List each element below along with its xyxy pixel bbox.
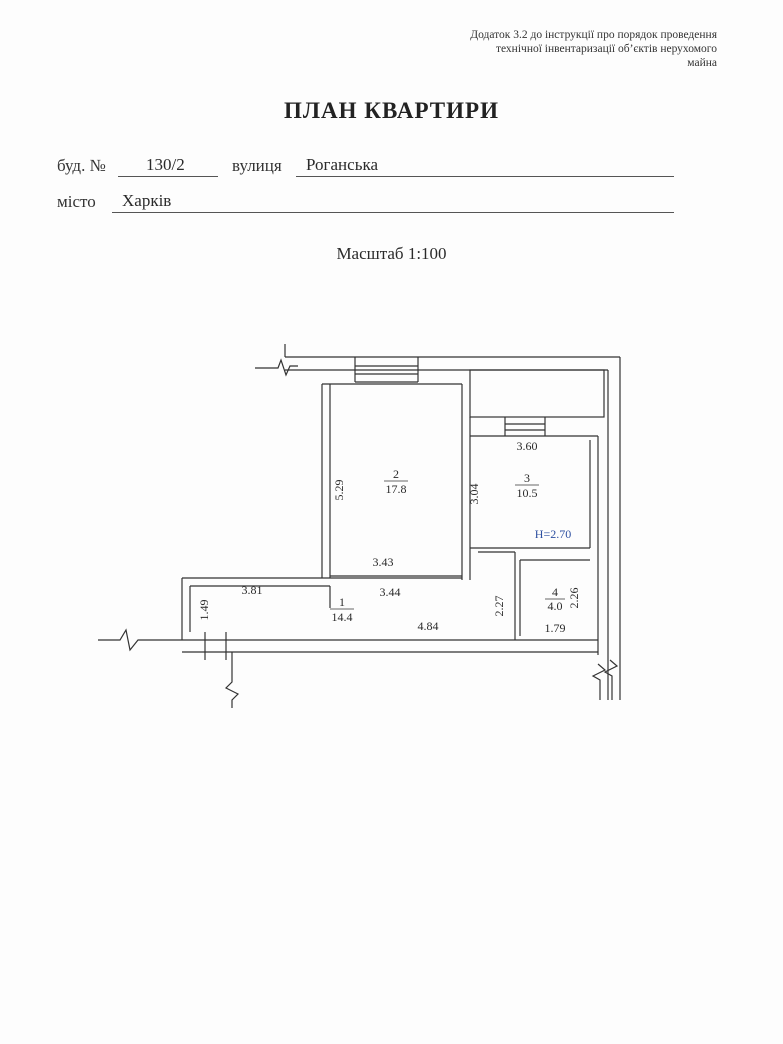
city-value: Харків: [122, 191, 172, 210]
dim-room4-width: 1.79: [544, 621, 566, 635]
building-label: буд. №: [57, 156, 106, 175]
plan-dimensions: [197, 439, 581, 635]
scale-label: Масштаб 1:100: [336, 244, 447, 263]
room-4-area: 4.0: [547, 599, 563, 613]
room-2-number: 2: [393, 467, 399, 481]
regulation-note-line1: Додаток 3.2 до інструкції про порядок проведення: [470, 29, 717, 41]
regulation-note-line2: технічної інвентаризації об’єктів нерухомого: [495, 43, 717, 55]
room-3-area: 10.5: [516, 486, 538, 500]
dim-hall-left-width: 3.81: [241, 583, 263, 597]
dim-room2-width: 3.43: [372, 555, 394, 569]
room-1-area: 14.4: [331, 610, 353, 624]
dim-corridor-height: 2.27: [492, 595, 506, 617]
dim-hall-mid-width: 3.44: [379, 585, 401, 599]
room-3-number: 3: [524, 471, 530, 485]
room-2-area: 17.8: [385, 482, 407, 496]
room-1-number: 1: [339, 595, 345, 609]
building-number-value: 130/2: [146, 155, 185, 174]
dim-room4-height: 2.26: [567, 587, 581, 609]
dim-room3-height: 3.04: [467, 483, 481, 505]
street-label: вулиця: [232, 156, 282, 175]
street-value: Роганська: [306, 155, 378, 174]
dim-room2-height: 5.29: [332, 479, 346, 501]
dim-hall-left-height: 1.49: [197, 599, 211, 621]
plan-rooms: [330, 467, 565, 624]
dim-room3-width: 3.60: [516, 439, 538, 453]
dim-hall-bottom-width: 4.84: [417, 619, 439, 633]
room-4-number: 4: [552, 585, 558, 599]
page-title: ПЛАН КВАРТИРИ: [284, 98, 499, 123]
city-label: місто: [57, 192, 96, 211]
plan-walls: [98, 344, 620, 708]
ceiling-height: H=2.70: [534, 527, 572, 541]
regulation-note-line3: майна: [687, 57, 717, 69]
